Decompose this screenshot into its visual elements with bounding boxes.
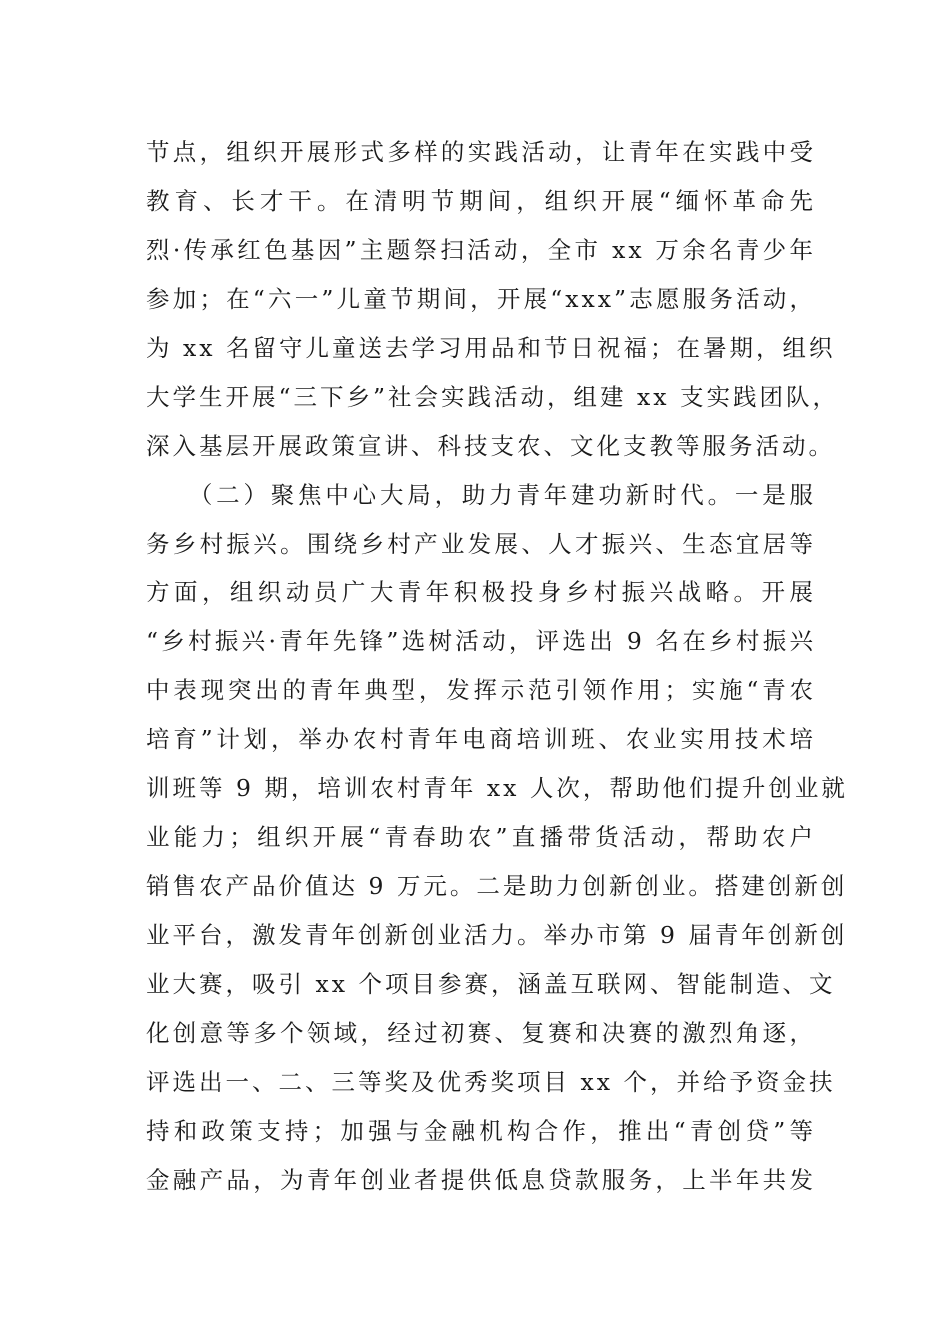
text-line: 金融产品，为青年创业者提供低息贷款服务，上半年共发 (146, 1165, 816, 1194)
text-line: 烈·传承红色基因”主题祭扫活动，全市 xx 万余名青少年 (146, 235, 816, 264)
text-line: 教育、长才干。在清明节期间，组织开展“缅怀革命先 (146, 186, 816, 215)
text-line: 训班等 9 期，培训农村青年 xx 人次，帮助他们提升创业就 (146, 774, 848, 803)
text-line: 中表现突出的青年典型，发挥示范引领作用；实施“青农 (146, 676, 816, 705)
text-line: 大学生开展“三下乡”社会实践活动，组建 xx 支实践团队， (146, 382, 839, 411)
text-line: 销售农产品价值达 9 万元。二是助力创新创业。搭建创新创 (146, 872, 848, 901)
text-line: 业大赛，吸引 xx 个项目参赛，涵盖互联网、智能制造、文 (146, 969, 836, 998)
section-heading-line: （二）聚焦中心大局，助力青年建功新时代。一是服 (146, 480, 816, 509)
text-line: 为 xx 名留守儿童送去学习用品和节日祝福；在暑期，组织 (146, 333, 836, 362)
text-line: 节点，组织开展形式多样的实践活动，让青年在实践中受 (146, 138, 816, 166)
paragraph-end-line: 深入基层开展政策宣讲、科技支农、文化支教等服务活动。 (146, 431, 835, 460)
text-line: “乡村振兴·青年先锋”选树活动，评选出 9 名在乡村振兴 (146, 627, 816, 656)
text-line: 业平台，激发青年创新创业活力。举办市第 9 届青年创新创 (146, 921, 848, 949)
text-line: 参加；在“六一”儿童节期间，开展“xxx”志愿服务活动， (146, 284, 816, 313)
body-text (146, 128, 848, 1205)
text-line: 方面，组织动员广大青年积极投身乡村振兴战略。开展 (146, 578, 816, 607)
text-line: 评选出一、二、三等奖及优秀奖项目 xx 个，并给予资金扶 (146, 1067, 836, 1096)
text-line: 培育”计划，举办农村青年电商培训班、农业实用技术培 (146, 725, 816, 754)
text-line: 化创意等多个领域，经过初赛、复赛和决赛的激烈角逐， (146, 1018, 816, 1047)
text-line: 持和政策支持；加强与金融机构合作，推出“青创贷”等 (146, 1116, 816, 1145)
text-line: 务乡村振兴。围绕乡村产业发展、人才振兴、生态宜居等 (146, 529, 816, 558)
text-line: 业能力；组织开展“青春助农”直播带货活动，帮助农户 (146, 823, 816, 852)
